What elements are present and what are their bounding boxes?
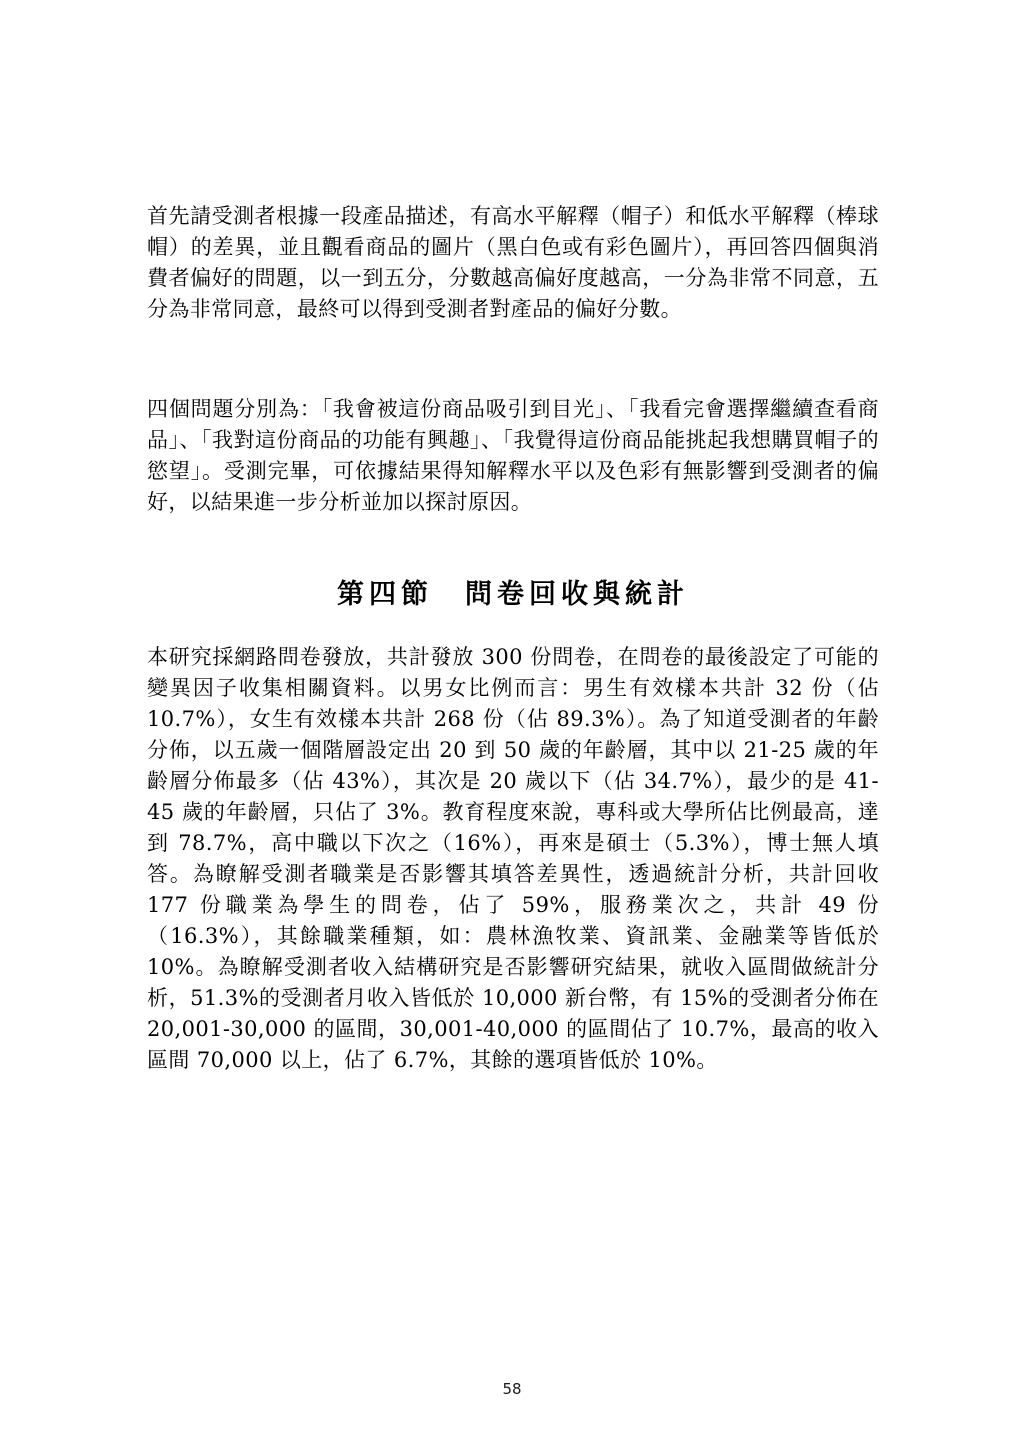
intro-paragraph-1: 首先請受測者根據一段產品描述，有高水平解釋（帽子）和低水平解釋（棒球帽）的差異，並且觀看商品的圖片（黑白色或有彩色圖片），再回答四個與消費者偏好的問題，以一到五分，分數越高偏好度越高，一分為非常不同意，五分為非常同意，最終可以得到受測者對產品的偏好分數。 (147, 204, 879, 321)
section-heading: 第四節 問卷回收與統計 (337, 579, 689, 610)
page-number: 58 (502, 1380, 522, 1398)
intro-paragraph-2: 四個問題分別為：「我會被這份商品吸引到目光」、「我看完會選擇繼續查看商品」、「我對這份商品的功能有興趣」、「我覺得這份商品能挑起我想購買帽子的慾望」。受測完畢，可依據結果得知解釋水平以及色彩有無影響到受測者的偏好，以結果進一步分析並加以探討原因。 (147, 397, 879, 514)
statistics-paragraph: 本研究採網路問卷發放，共計發放 300 份問卷，在問卷的最後設定了可能的變異因子收集相關資料。以男女比例而言：男生有效樣本共計 32 份（佔 10.7%），女生有效樣本共計 268 份（佔 89.3%）。為了知道受測者的年齡分佈，以五歲一個階層設定出 20 到 50 歲的年齡層，其中以 21-25 歲的年齡層分佈最多（佔 43%），其次是 20 歲以下（佔 34.7%），最少的是 41-45 歲的年齡層，只佔了 3%。教育程度來說，專科或大學所佔比例最高，達到 78.7%，高中職以下次之（16%），再來是碩士（5.3%），博士無人填答。為瞭解受測者職業是否影響其填答差異性，透過統計分析，共計回收 177 份職業為學生的問卷，佔了 59%，服務業次之，共計 49 份（16.3%），其餘職業種類，如：農林漁牧業、資訊業、金融業等皆低於 10%。為瞭解受測者收入結構研究是否影響研究結果，就收入區間做統計分析，51.3%的受測者月收入皆低於 10,000 新台幣，有 15%的受測者分佈在 20,001-30,000 的區間，30,001-40,000 的區間佔了 10.7%，最高的收入區間 70,000 以上，佔了 6.7%，其餘的選項皆低於 10%。 (147, 645, 879, 1072)
